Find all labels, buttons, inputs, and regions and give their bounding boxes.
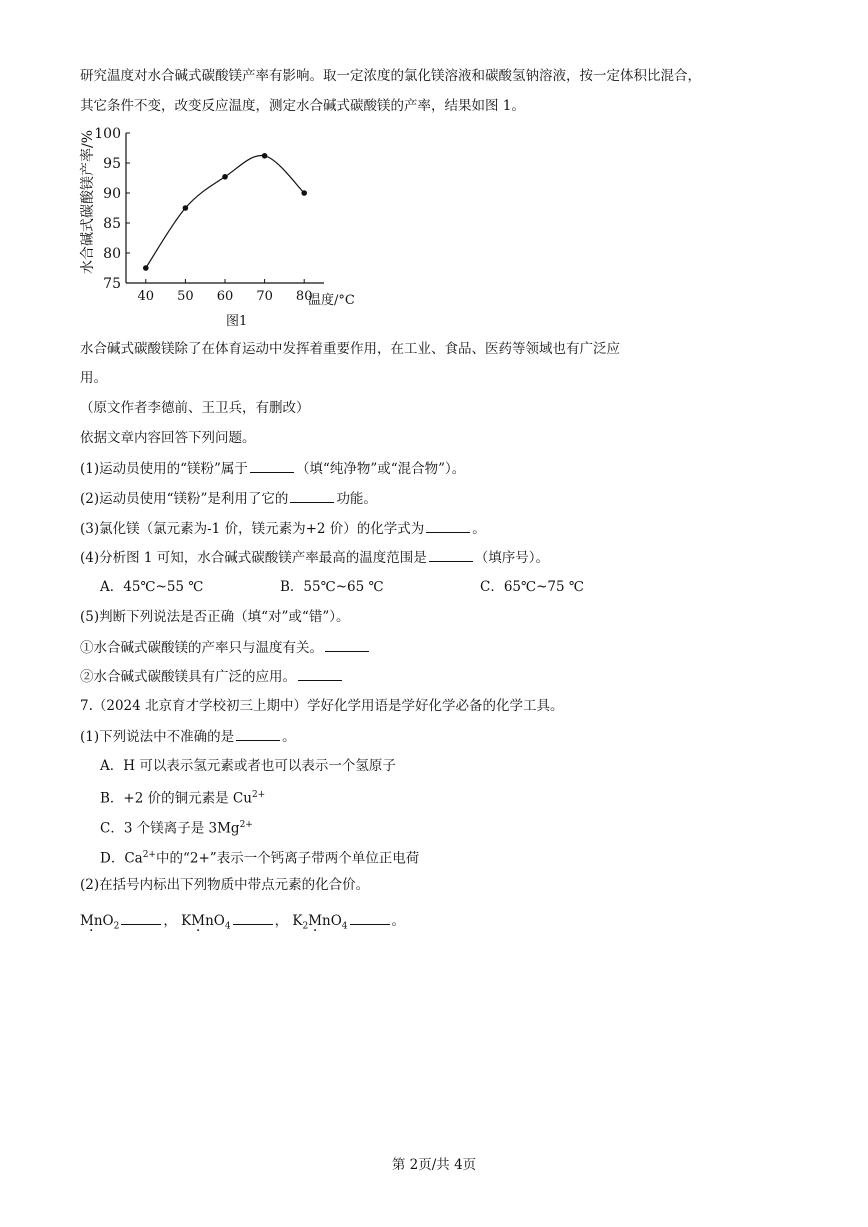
answer-blank-2[interactable] bbox=[290, 488, 334, 503]
x-tick-label: 40 bbox=[137, 289, 155, 304]
data-point bbox=[183, 205, 189, 211]
answer-blank-formula-2[interactable] bbox=[233, 910, 273, 925]
x-tick-label: 80 bbox=[295, 289, 313, 304]
option-c: C．65℃~75 ℃ bbox=[480, 579, 584, 595]
formula-line: $Mn \cdot O_2$ ， KM $\cdot nO_4$ ， $K_2M \cdot nO_4$ 。 bbox=[80, 910, 405, 937]
question-5-1: ①水合碱式碳酸镁的产率只与温度有关。 bbox=[80, 637, 371, 658]
data-point bbox=[301, 190, 307, 196]
series-line bbox=[146, 155, 304, 268]
formula-3-element: M · bbox=[308, 913, 322, 929]
question-2: (2)运动员使用“镁粉”是利用了它的 功能。 bbox=[80, 488, 377, 509]
question-1: (1)运动员使用的“镁粉”属于 （填“纯净物”或“混合物”）。 bbox=[80, 458, 465, 479]
answer-blank-5-1[interactable] bbox=[325, 637, 369, 652]
formula-1-element: Mn · bbox=[80, 913, 103, 929]
chart-axes bbox=[126, 133, 324, 283]
option-7d: D．$Ca^{2+}$中的“2+”表示一个钙离子带两个单位正电荷 bbox=[100, 850, 420, 867]
option-7a: A．H 可以表示氢元素或者也可以表示一个氢原子 bbox=[100, 758, 396, 774]
answer-blank-1[interactable] bbox=[250, 458, 294, 473]
intro-line-2: 其它条件不变，改变反应温度，测定水合碱式碳酸镁的产率，结果如图 1。 bbox=[80, 98, 525, 114]
question-4-options bbox=[100, 577, 584, 597]
data-point bbox=[222, 174, 228, 180]
paragraph-line-2: 用。 bbox=[80, 370, 107, 386]
option-7b: B．+2 价的铜元素是 $Cu^{2+}$ bbox=[100, 790, 266, 807]
question-7-title: 7.（2024 北京育才学校初三上期中）学好化学用语是学好化学必备的化学工具。 bbox=[80, 698, 564, 714]
question-7-2: (2)在括号内标出下列物质中带点元素的化合价。 bbox=[80, 877, 370, 893]
x-tick-label: 60 bbox=[216, 289, 234, 304]
option-a: A．45℃~55 ℃ bbox=[100, 579, 204, 595]
y-axis-label: 水合碱式碳酸镁产率/% bbox=[80, 129, 96, 275]
y-tick-label: 90 bbox=[103, 186, 121, 202]
answer-blank-5-2[interactable] bbox=[298, 666, 342, 681]
formula-2-element: M · bbox=[191, 913, 205, 929]
x-tick-label: 50 bbox=[177, 289, 194, 304]
yield-temperature-chart bbox=[74, 118, 394, 336]
answer-blank-formula-3[interactable] bbox=[350, 910, 390, 925]
data-points bbox=[143, 153, 307, 271]
answer-blank-4[interactable] bbox=[429, 547, 473, 562]
option-7c: C．3 个镁离子是 $3Mg^{2+}$ bbox=[100, 820, 253, 837]
x-tick-label: 70 bbox=[256, 289, 273, 304]
question-7-1: (1)下列说法中不准确的是 。 bbox=[80, 726, 296, 747]
y-ticks bbox=[94, 126, 130, 292]
y-tick-label: 75 bbox=[103, 276, 121, 292]
figure-caption: 图1 bbox=[226, 314, 248, 329]
y-tick-label: 85 bbox=[103, 216, 121, 232]
answer-blank-formula-1[interactable] bbox=[121, 910, 161, 925]
source-note: （原文作者李德前、王卫兵，有删改） bbox=[80, 400, 310, 416]
question-3: (3)氯化镁（氯元素为-1 价，镁元素为+2 价）的化学式为 。 bbox=[80, 518, 486, 539]
data-point bbox=[143, 265, 149, 271]
question-5: (5)判断下列说法是否正确（填“对”或“错”）。 bbox=[80, 609, 350, 625]
data-point bbox=[262, 153, 268, 159]
y-tick-label: 95 bbox=[103, 156, 121, 172]
paragraph-line-1: 水合碱式碳酸镁除了在体育运动中发挥着重要作用，在工业、食品、医药等领域也有广泛应 bbox=[80, 341, 620, 357]
question-prompt: 依据文章内容回答下列问题。 bbox=[80, 430, 256, 446]
page-footer: 第 2页/共 4页 bbox=[391, 1157, 477, 1173]
answer-blank-7-1[interactable] bbox=[236, 726, 280, 741]
question-5-2: ②水合碱式碳酸镁具有广泛的应用。 bbox=[80, 666, 344, 687]
question-4: (4)分析图 1 可知，水合碱式碳酸镁产率最高的温度范围是 （填序号）。 bbox=[80, 547, 549, 568]
option-b: B．55℃~65 ℃ bbox=[280, 579, 384, 595]
x-axis-label: 温度/°C bbox=[308, 293, 355, 308]
y-tick-label: 80 bbox=[103, 246, 121, 262]
answer-blank-3[interactable] bbox=[426, 518, 470, 533]
intro-line-1: 研究温度对水合碱式碳酸镁产率有影响。取一定浓度的氯化镁溶液和碳酸氢钠溶液，按一定体积比混合， bbox=[80, 68, 701, 84]
y-tick-label: 100 bbox=[94, 126, 121, 142]
